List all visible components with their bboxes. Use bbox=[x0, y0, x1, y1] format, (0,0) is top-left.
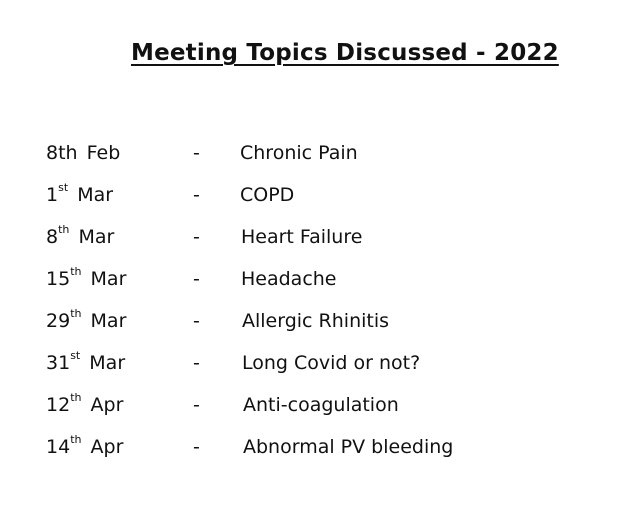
separator-dash: - bbox=[193, 226, 200, 248]
date-month: Apr bbox=[90, 394, 124, 416]
separator-dash: - bbox=[193, 310, 200, 332]
separator-dash: - bbox=[193, 352, 200, 374]
meeting-date bbox=[46, 223, 115, 248]
separator-dash: - bbox=[193, 394, 200, 416]
separator-dash: - bbox=[193, 184, 200, 206]
date-suffix: th bbox=[70, 265, 82, 278]
date-suffix: th bbox=[70, 391, 82, 404]
date-month: Feb bbox=[86, 142, 121, 164]
date-day: 31 bbox=[46, 352, 71, 374]
date-month: Mar bbox=[89, 352, 126, 374]
date-suffix: th bbox=[58, 223, 70, 236]
meeting-date bbox=[46, 265, 127, 290]
date-month: Mar bbox=[90, 268, 127, 290]
meeting-topic: Heart Failure bbox=[241, 226, 363, 248]
meeting-topic: Chronic Pain bbox=[240, 142, 358, 164]
date-month: Apr bbox=[90, 436, 124, 458]
date-suffix: th bbox=[70, 307, 82, 320]
date-suffix: th bbox=[70, 433, 82, 446]
meeting-row bbox=[0, 307, 560, 340]
date-day: 14 bbox=[46, 436, 71, 458]
page-title: Meeting Topics Discussed - 2022 bbox=[131, 40, 559, 66]
date-month: Mar bbox=[90, 310, 127, 332]
meeting-date bbox=[46, 142, 120, 164]
meeting-topic: Abnormal PV bleeding bbox=[243, 436, 454, 458]
date-day: 1 bbox=[46, 184, 59, 206]
separator-dash: - bbox=[193, 268, 200, 290]
date-day: 15 bbox=[46, 268, 71, 290]
meeting-row bbox=[0, 181, 560, 214]
date-suffix: st bbox=[70, 349, 81, 362]
date-day: 29 bbox=[46, 310, 71, 332]
meeting-topic: COPD bbox=[240, 184, 295, 206]
meeting-row bbox=[0, 349, 560, 382]
meeting-row bbox=[0, 142, 560, 172]
meeting-date bbox=[46, 307, 127, 332]
date-day: 8 bbox=[46, 226, 59, 248]
meeting-date bbox=[46, 349, 126, 374]
date-day: 12 bbox=[46, 394, 71, 416]
meeting-row bbox=[0, 223, 560, 256]
meeting-topic: Headache bbox=[241, 268, 337, 290]
meeting-row bbox=[0, 433, 560, 466]
meeting-row bbox=[0, 391, 560, 424]
date-month: Mar bbox=[78, 226, 115, 248]
meeting-row bbox=[0, 265, 560, 298]
separator-dash: - bbox=[193, 142, 200, 164]
date-month: Mar bbox=[77, 184, 114, 206]
date-day: 8th bbox=[46, 142, 78, 164]
separator-dash: - bbox=[193, 436, 200, 458]
meeting-date bbox=[46, 181, 114, 206]
date-suffix: st bbox=[58, 181, 69, 194]
meeting-topic: Anti-coagulation bbox=[243, 394, 399, 416]
meeting-topic: Allergic Rhinitis bbox=[242, 310, 390, 332]
meeting-date bbox=[46, 391, 124, 416]
meeting-topic: Long Covid or not? bbox=[242, 352, 421, 374]
meeting-date bbox=[46, 433, 124, 458]
